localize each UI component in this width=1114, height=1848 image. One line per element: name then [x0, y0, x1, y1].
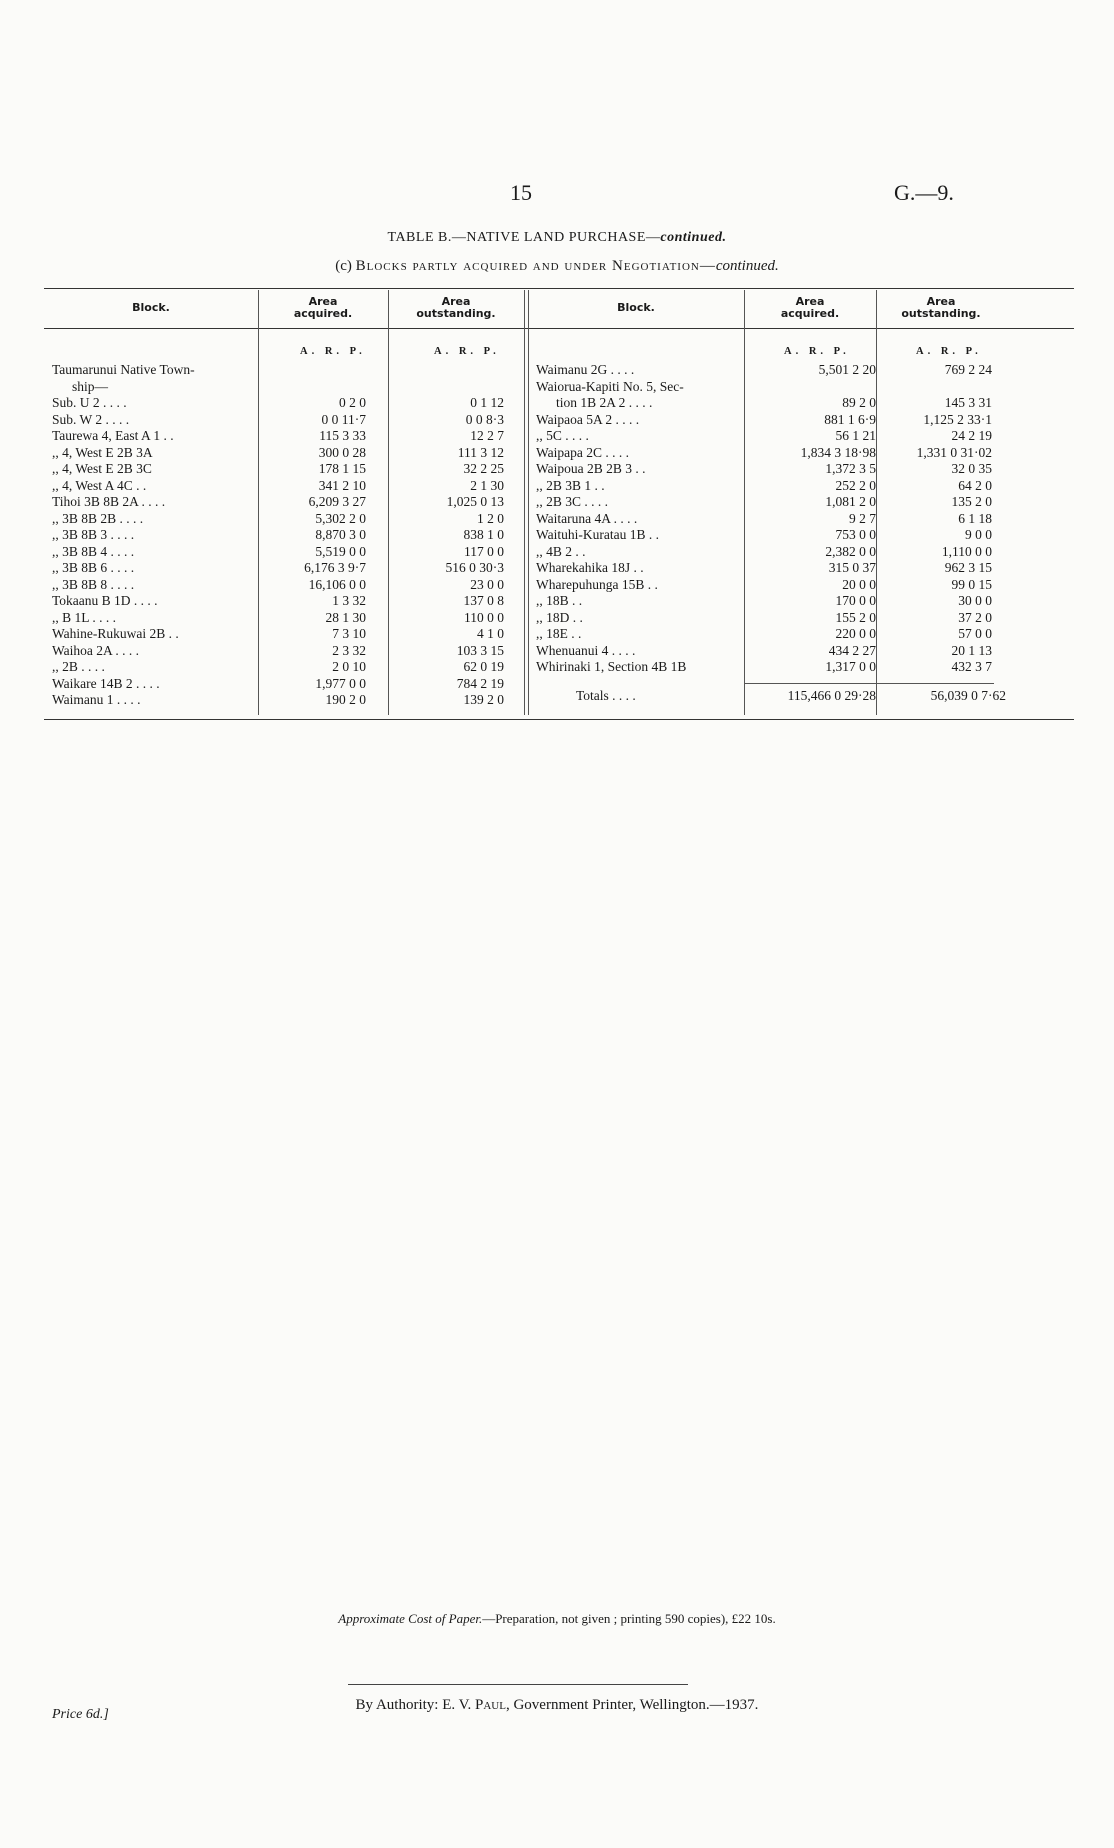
area-acquired	[260, 379, 366, 396]
area-acquired: 8,870 3 0	[315, 527, 366, 542]
block-name: ,, 4, West E 2B 3C	[52, 461, 152, 476]
header-outstanding-left: Area outstanding.	[416, 295, 496, 320]
totals-acquired: 115,466 0 29·28	[787, 688, 876, 703]
area-outstanding: 432 3 7	[951, 659, 992, 674]
block-name: Wharepuhunga 15B . .	[536, 576, 658, 592]
paper-cost-detail: —Preparation, not given ; printing 590 copies), £22 10s.	[482, 1611, 776, 1626]
area-outstanding: 62 0 19	[463, 659, 504, 674]
area-acquired: 300 0 28	[318, 444, 366, 460]
left-block-column	[52, 362, 257, 709]
area-outstanding: 32 2 25	[463, 461, 504, 476]
area-outstanding: 30 0 0	[958, 593, 992, 608]
area-acquired: 1,081 2 0	[825, 494, 876, 509]
col-divider	[524, 290, 525, 715]
units-acquired-left: A. R. P.	[300, 346, 366, 357]
block-name: Taumarunui Native Town-	[52, 362, 195, 377]
block-name: Sub. W 2 . . . .	[52, 411, 130, 427]
header-outstanding-right: Area outstanding.	[901, 295, 981, 320]
area-acquired: 155 2 0	[835, 609, 876, 625]
block-name: ship—	[72, 378, 109, 394]
table-top-rule	[44, 288, 1074, 289]
area-outstanding: 1,025 0 13	[446, 494, 504, 509]
area-acquired: 220 0 0	[835, 626, 876, 641]
area-outstanding: 139 2 0	[463, 692, 504, 707]
area-acquired	[260, 362, 366, 379]
area-outstanding	[880, 379, 992, 396]
area-acquired: 6,176 3 9·7	[304, 560, 366, 575]
price: Price 6d.]	[52, 1707, 109, 1722]
col-divider	[876, 290, 877, 715]
right-block-column	[536, 362, 738, 676]
table-bottom-rule	[44, 719, 1074, 720]
authority-name: Paul	[475, 1697, 506, 1713]
page-number: 15	[510, 180, 532, 205]
area-acquired: 28 1 30	[325, 609, 366, 625]
area-outstanding: 23 0 0	[470, 576, 504, 592]
document-reference: G.—9.	[894, 180, 954, 205]
block-name: Sub. U 2 . . . .	[52, 395, 127, 410]
area-acquired: 115 3 33	[319, 428, 366, 443]
area-outstanding: 20 1 13	[951, 642, 992, 658]
block-name: ,, 2B 3C . . . .	[536, 494, 609, 509]
right-acquired-column	[744, 362, 876, 676]
area-acquired	[744, 379, 876, 396]
block-name: ,, 18E . .	[536, 626, 582, 641]
authority-prefix: By Authority: E. V.	[355, 1697, 476, 1713]
block-name: ,, 3B 8B 3 . . . .	[52, 527, 135, 542]
area-acquired: 170 0 0	[835, 593, 876, 608]
header-acquired-left: Area acquired.	[293, 295, 353, 320]
area-acquired: 7 3 10	[332, 626, 366, 641]
block-name: Waimanu 1 . . . .	[52, 692, 141, 707]
totals-rule	[744, 683, 994, 684]
block-name: ,, 5C . . . .	[536, 428, 589, 443]
block-name: Waimanu 2G . . . .	[536, 362, 635, 377]
table-title-cont: continued.	[660, 230, 727, 245]
block-name: tion 1B 2A 2 . . . .	[556, 395, 653, 410]
area-outstanding: 103 3 15	[456, 642, 504, 658]
col-divider	[528, 290, 529, 715]
paper-cost-note	[0, 1611, 1114, 1627]
area-outstanding: 6 1 18	[958, 510, 992, 526]
block-name: Waihoa 2A . . . .	[52, 642, 140, 658]
area-outstanding: 99 0 15	[951, 576, 992, 592]
area-outstanding: 64 2 0	[958, 477, 992, 493]
area-acquired: 881 1 6·9	[824, 411, 876, 427]
area-outstanding: 769 2 24	[944, 362, 992, 377]
area-outstanding: 1,331 0 31·02	[916, 444, 992, 460]
area-outstanding: 111 3 12	[457, 444, 504, 460]
area-acquired: 1,317 0 0	[825, 659, 876, 674]
col-divider	[388, 290, 389, 715]
area-acquired: 753 0 0	[835, 527, 876, 542]
area-outstanding: 145 3 31	[944, 395, 992, 410]
area-outstanding: 9 0 0	[965, 527, 992, 542]
area-outstanding: 24 2 19	[951, 428, 992, 443]
units-outstanding-right: A. R. P.	[916, 346, 982, 357]
block-name: ,, 18B . .	[536, 593, 583, 608]
area-acquired: 5,302 2 0	[315, 510, 366, 526]
block-name: Tihoi 3B 8B 2A . . . .	[52, 494, 166, 509]
block-name: Waituhi-Kuratau 1B . .	[536, 527, 660, 542]
area-outstanding: 117 0 0	[464, 543, 504, 559]
block-name: Wahine-Rukuwai 2B . .	[52, 626, 179, 641]
area-outstanding: 37 2 0	[958, 609, 992, 625]
area-outstanding: 784 2 19	[456, 675, 504, 691]
area-acquired: 2 3 32	[332, 642, 366, 658]
area-acquired: 178 1 15	[318, 461, 366, 476]
area-acquired: 2 0 10	[332, 659, 366, 674]
block-name: ,, 4, West A 4C . .	[52, 477, 147, 493]
block-name: Taurewa 4, East A 1 . .	[52, 428, 174, 443]
block-name: ,, 3B 8B 8 . . . .	[52, 576, 135, 592]
area-outstanding: 0 1 12	[470, 395, 504, 410]
area-outstanding: 962 3 15	[944, 560, 992, 575]
area-acquired: 20 0 0	[842, 576, 876, 592]
area-acquired: 6,209 3 27	[308, 494, 366, 509]
header-acquired-right: Area acquired.	[780, 295, 840, 320]
subtitle-prefix: (c)	[335, 258, 356, 274]
area-outstanding: 516 0 30·3	[445, 560, 504, 575]
area-acquired: 1,834 3 18·98	[800, 444, 876, 460]
area-acquired: 0 0 11·7	[321, 411, 366, 427]
table-subtitle	[0, 258, 1114, 275]
area-acquired: 190 2 0	[325, 692, 366, 707]
area-acquired: 1,372 3 5	[825, 461, 876, 476]
block-name: Waikare 14B 2 . . . .	[52, 675, 160, 691]
block-name: ,, 3B 8B 2B . . . .	[52, 510, 144, 526]
header-block-right: Block.	[617, 301, 655, 314]
units-outstanding-left: A. R. P.	[434, 346, 500, 357]
units-acquired-right: A. R. P.	[784, 346, 850, 357]
block-name: ,, 18D . .	[536, 609, 583, 625]
authority-line	[0, 1697, 1114, 1714]
area-outstanding: 0 0 8·3	[465, 411, 504, 427]
area-acquired: 5,519 0 0	[315, 543, 366, 559]
area-acquired: 1,977 0 0	[315, 675, 366, 691]
block-name: ,, 4, West E 2B 3A	[52, 444, 153, 460]
area-outstanding	[392, 362, 504, 379]
area-acquired: 315 0 37	[828, 560, 876, 575]
block-name: ,, 3B 8B 6 . . . .	[52, 560, 135, 575]
block-name: Waipapa 2C . . . .	[536, 444, 630, 460]
authority-rule	[348, 1684, 688, 1685]
area-outstanding: 838 1 0	[463, 527, 504, 542]
block-name: Tokaanu B 1D . . . .	[52, 593, 158, 608]
block-name: Whirinaki 1, Section 4B 1B	[536, 659, 687, 674]
area-acquired: 9 2 7	[849, 510, 876, 526]
area-acquired: 0 2 0	[339, 395, 366, 410]
area-acquired: 1 3 32	[332, 593, 366, 608]
area-outstanding: 137 0 8	[463, 593, 504, 608]
col-divider	[258, 290, 259, 715]
area-acquired: 2,382 0 0	[825, 543, 876, 559]
block-name: ,, 3B 8B 4 . . . .	[52, 543, 135, 559]
paper-cost-label: Approximate Cost of Paper.	[338, 1611, 483, 1626]
area-acquired: 16,106 0 0	[308, 576, 366, 592]
block-name: ,, 2B . . . .	[52, 659, 105, 674]
block-name: Waipaoa 5A 2 . . . .	[536, 411, 640, 427]
header-bottom-rule	[44, 328, 1074, 329]
left-outstanding-column	[392, 362, 504, 709]
block-name: Waitaruna 4A . . . .	[536, 510, 638, 526]
block-name: ,, 2B 3B 1 . .	[536, 477, 605, 493]
area-acquired: 5,501 2 20	[818, 362, 876, 377]
table-title-main: TABLE B.—NATIVE LAND PURCHASE—	[387, 230, 661, 245]
block-name: Whenuanui 4 . . . .	[536, 642, 636, 658]
area-acquired: 341 2 10	[318, 477, 366, 493]
area-acquired: 252 2 0	[835, 477, 876, 493]
header-block-left: Block.	[132, 301, 170, 314]
area-outstanding: 135 2 0	[951, 494, 992, 509]
area-outstanding: 4 1 0	[477, 626, 504, 641]
table-title	[0, 230, 1114, 246]
block-name: Wharekahika 18J . .	[536, 560, 644, 575]
block-name: Waiorua-Kapiti No. 5, Sec-	[536, 378, 684, 394]
block-name: ,, 4B 2 . .	[536, 543, 586, 559]
area-outstanding: 2 1 30	[470, 477, 504, 493]
subtitle-cont: continued.	[715, 258, 779, 274]
area-acquired: 56 1 21	[835, 428, 876, 443]
area-outstanding: 12 2 7	[470, 428, 504, 443]
block-name: Waipoua 2B 2B 3 . .	[536, 461, 646, 476]
subtitle-text: Blocks partly acquired and under Negotiation—	[355, 258, 716, 274]
authority-suffix: , Government Printer, Wellington.—1937.	[505, 1697, 759, 1713]
area-outstanding: 1,110 0 0	[941, 543, 992, 559]
area-outstanding	[392, 379, 504, 396]
area-outstanding: 32 0 35	[951, 461, 992, 476]
left-acquired-column	[260, 362, 366, 709]
totals-label: Totals . . . .	[576, 688, 636, 703]
area-acquired: 434 2 27	[828, 642, 876, 658]
area-outstanding: 1,125 2 33·1	[923, 411, 992, 427]
totals-outstanding: 56,039 0 7·62	[930, 688, 1006, 703]
block-name: ,, B 1L . . . .	[52, 609, 116, 625]
area-outstanding: 57 0 0	[958, 626, 992, 641]
right-outstanding-column	[880, 362, 992, 676]
area-outstanding: 1 2 0	[477, 510, 504, 526]
area-acquired: 89 2 0	[842, 395, 876, 410]
area-outstanding: 110 0 0	[464, 609, 504, 625]
